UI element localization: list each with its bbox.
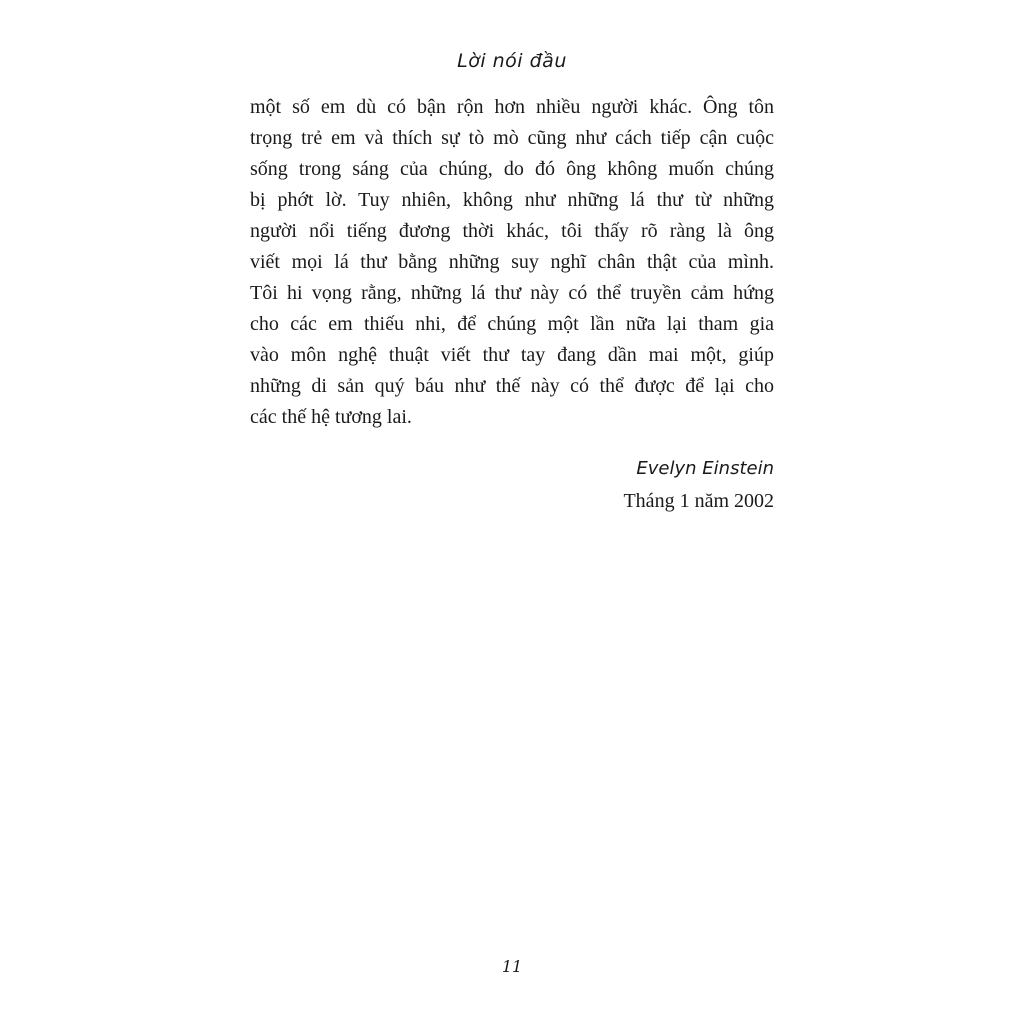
- running-header-title: Lời nói đầu: [457, 50, 567, 72]
- text-line: viết mọi lá thư bằng những suy nghĩ chân thật của mình.: [250, 251, 774, 273]
- text-line: vào môn nghệ thuật viết thư tay đang dần mai một, giúp: [250, 344, 774, 366]
- text-line: người nổi tiếng đương thời khác, tôi thấy rõ ràng là ông: [250, 220, 774, 242]
- body-paragraph: [250, 92, 774, 433]
- signature-date: Tháng 1 năm 2002: [623, 490, 774, 512]
- page-number: 11: [501, 957, 523, 976]
- text-line: bị phớt lờ. Tuy nhiên, không như những lá thư từ những: [250, 189, 774, 211]
- signature-name: Evelyn Einstein: [636, 458, 774, 479]
- text-line: sống trong sáng của chúng, do đó ông không muốn chúng: [250, 158, 774, 180]
- text-line: cho các em thiếu nhi, để chúng một lần nữa lại tham gia: [250, 313, 774, 335]
- text-line: những di sản quý báu như thế này có thể được để lại cho: [250, 375, 774, 397]
- text-line: Tôi hi vọng rằng, những lá thư này có thể truyền cảm hứng: [250, 282, 774, 304]
- text-line: trọng trẻ em và thích sự tò mò cũng như cách tiếp cận cuộc: [250, 127, 774, 149]
- text-line: các thế hệ tương lai.: [250, 406, 412, 428]
- text-line: một số em dù có bận rộn hơn nhiều người khác. Ông tôn: [250, 96, 774, 118]
